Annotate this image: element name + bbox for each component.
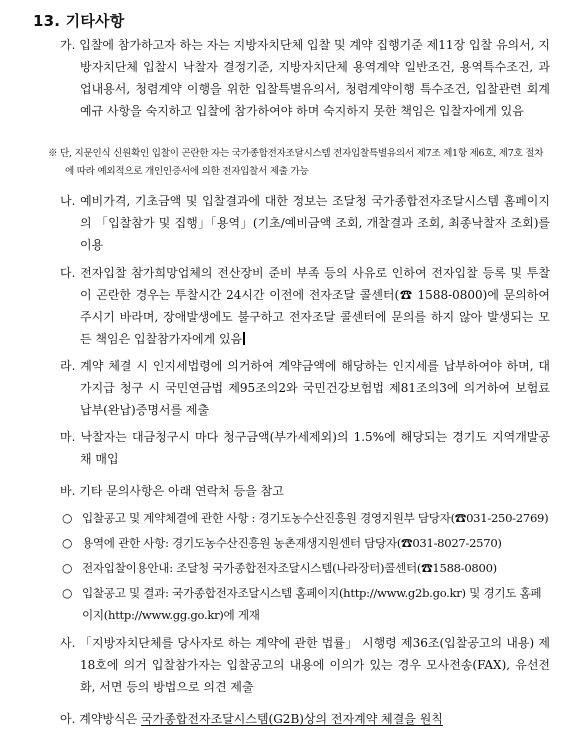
item-ba-text: 기타 문의사항은 아래 연락처 등을 참고: [79, 484, 284, 498]
item-sa-text: 「지방자치단체를 당사자로 하는 계약에 관한 법률」 시행령 제36조(입찰공고의 내용) 제18호에 의거 입찰참가자는 입찰공고의 내용에 이의가 있는 경우 모사전송(FAX), 유선전화, 서면 등의 방법으로 의견 제출: [79, 636, 550, 694]
item-da-text: 전자입찰 참가희망업체의 전산장비 준비 부족 등의 사유로 인하여 전자입찰 등록 및 투찰이 곤란한 경우는 투찰시간 24시간 이전에 전자조달 콜센터(☎ 1588-0800)에 문의하여 주시기 바라며, 장애발생에도 불구하고 전자조달 콜센터에 문의를 하지 않아 발생되는 모든 책임은 입찰참가자에게 있음: [80, 266, 550, 346]
item-da-marker: 다.: [60, 266, 76, 280]
item-a-prefix: 계약방식은: [79, 712, 142, 726]
item-ga: [60, 34, 550, 122]
note-text: 단, 지문인식 신원확인 입찰이 곤란한 자는 국가종합전자조달시스템 전자입찰특별유의서 제7조 제1항 제6호, 제7호 절차에 따라 예외적으로 개인인증서에 의한 전자입찰서 제출 가능: [60, 148, 544, 177]
note-marker: ※: [48, 148, 58, 159]
item-a-underlined-text: 국가종합전자조달시스템(G2B)상의 전자계약 체결을 원칙: [141, 712, 443, 726]
item-ba-marker: 바.: [60, 484, 76, 498]
item-sa-marker: 사.: [60, 636, 76, 650]
contact-item: [62, 582, 552, 626]
item-ma-marker: 마.: [60, 430, 76, 444]
contact-item: [62, 557, 552, 579]
item-na-marker: 나.: [60, 194, 76, 208]
item-ra-marker: 라.: [60, 359, 76, 373]
item-da: [60, 262, 550, 350]
circle-bullet-icon: ○: [62, 561, 73, 575]
contact-text: 입찰공고 및 계약체결에 관한 사항 : 경기도농수산진흥원 경영지원부 담당자(☎031-250-2769): [82, 511, 549, 525]
text-cursor: [243, 332, 245, 345]
contact-text: 용역에 관한 사항: 경기도농수산진흥원 농촌재생지원센터 담당자(☎031-8027-2570): [82, 536, 502, 550]
item-ga-text: 입찰에 참가하고자 하는 자는 지방자치단체 입찰 및 계약 집행기준 제11장 입찰 유의서, 지방자치단체 입찰시 낙찰자 결정기준, 지방자치단체 용역계약 일반조건, 용역특수조건, 과업내용서, 청렴계약 이행을 위한 입찰특별유의서, 청렴계약이행 특수조건, 입찰관련 회계예규 사항을 숙지하고 입찰에 참가하여야 하며 숙지하지 못한 책임은 입찰자에게 있음: [79, 38, 550, 118]
contact-text: 전자입찰이용안내: 조달청 국가종합전자조달시스템(나라장터)콜센터(☎1588-0800): [82, 561, 497, 575]
item-na: [60, 190, 550, 256]
item-ra: [60, 355, 550, 421]
item-ga-marker: 가.: [60, 38, 76, 52]
item-a-marker: 아.: [60, 712, 76, 726]
circle-bullet-icon: ○: [62, 511, 73, 525]
item-na-text: 예비가격, 기초금액 및 입찰결과에 대한 정보는 조달청 국가종합전자조달시스템 홈페이지의 「입찰참가 및 집행」「용역」(기초/예비금액 조회, 개찰결과 조회, 최종낙찰자 조회)를 이용: [80, 194, 550, 252]
item-ba: [60, 480, 550, 502]
contact-item: [62, 532, 552, 554]
item-sa: [60, 632, 550, 698]
item-ma: [60, 426, 550, 470]
note-fingerprint: [48, 145, 548, 181]
circle-bullet-icon: ○: [62, 536, 73, 550]
item-ra-text: 계약 체결 시 인지세법령에 의거하여 계약금액에 해당하는 인지세를 납부하여야 하며, 대가지급 청구 시 국민연금법 제95조의2와 국민건강보험법 제81조의3에 의거하여 보험료납부(완납)증명서를 제출: [80, 359, 550, 417]
item-a: [60, 708, 550, 730]
section-number: 13.: [33, 12, 61, 30]
circle-bullet-icon: ○: [62, 586, 73, 600]
section-heading: [33, 10, 124, 31]
contact-item: [62, 507, 552, 529]
section-title: 기타사항: [65, 12, 125, 30]
item-ma-text: 낙찰자는 대금청구시 마다 청구금액(부가세제외)의 1.5%에 해당되는 경기도 지역개발공채 매입: [80, 430, 550, 466]
contact-text: 입찰공고 및 결과: 국가종합전자조달시스템 홈페이지(http://www.g2b.go.kr) 및 경기도 홈페이지(http://www.gg.go.kr)에 게재: [82, 586, 542, 622]
